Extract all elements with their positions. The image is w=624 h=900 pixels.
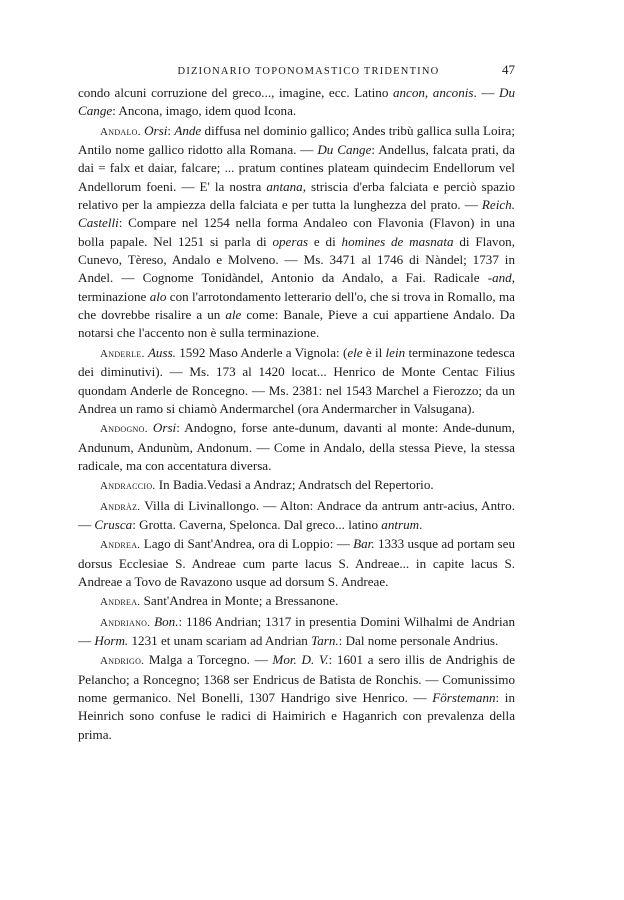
italic-citation: ancon, anconis (392, 85, 474, 100)
entry-text: , terminazione (78, 270, 515, 304)
dictionary-entry (78, 651, 515, 744)
entry-text: diffusa nel dominio gallico; Andes tribù gallica sulla Loira; Antilo nome gallico ridotto alla Romana. — (78, 122, 515, 158)
italic-citation: homines de masnata (341, 233, 454, 249)
italic-citation: -and (487, 270, 512, 286)
entry-text: : Andellus, falcata prati, da dai = falx et daiar, falcare; ... pratum contines plateam quindecim Endellorum vel Andellorum foeni. — E' la nostra (78, 142, 515, 194)
entry-headword: Andogno. (100, 423, 148, 436)
entry-text: : Andogno, forse ante-dunum, davanti al monte: Ande-dunum, Andunum, Andunùm, Andonum. — Come in Andalo, della stessa Pieve, la stessa radicale, ma con accentatura diversa. (78, 420, 516, 473)
italic-citation: Reich. Castelli (78, 197, 515, 231)
entry-text: e di (308, 233, 342, 249)
italic-citation: antana (266, 178, 303, 194)
entry-text: con l'arrotondamento letterario dell'o, che si trova in Romallo, ma che dovrebbe risalire a un (78, 288, 515, 323)
dictionary-text (78, 84, 515, 745)
entry-text: 1231 et unam scariam ad Andrian (128, 632, 312, 648)
entry-text: Lago di Sant'Andrea, ora di Loppio: — (140, 536, 354, 552)
entry-text: 1592 Maso Anderle a Vignola: ( (175, 344, 348, 360)
dictionary-entry (78, 84, 515, 121)
page-number: 47 (502, 62, 515, 77)
entry-text: . — (473, 85, 499, 100)
entry-text: 1333 usque ad portam seu dorsus Ecclesiae S. Andreae cum parte lacus S. Andreae... in capite lacus S. Andreae a Tovo de Ravazono usque ad dorsum S. Andreae. (78, 536, 515, 589)
italic-citation: lein (385, 344, 406, 360)
italic-citation: ele (347, 344, 363, 360)
entry-text: : in Heinrich sono confuse le radici di Haimirich e Haganrich con prevalenza della prima. (78, 690, 515, 742)
italic-citation: operas (272, 233, 309, 249)
entry-text: Sant'Andrea in Monte; a Bressanone. (140, 593, 339, 609)
entry-headword: Andrea. (100, 596, 141, 609)
entry-text: Malga a Torcegno. — (144, 652, 273, 668)
italic-citation: Bar. (353, 536, 375, 552)
italic-citation: Bon. (154, 613, 179, 629)
dictionary-entry (78, 592, 515, 611)
entry-headword: Anderle. (100, 347, 145, 360)
entry-text: è il (362, 344, 386, 360)
entry-text: Villa di Livinallongo. — Alton: Andrace da antrum antr-acius, Antro. — (78, 497, 515, 532)
dictionary-entry (78, 476, 515, 495)
entry-headword: Andrea. (100, 539, 141, 552)
entry-headword: Andriano. (100, 616, 151, 629)
italic-citation: ale (225, 307, 242, 323)
italic-citation: Auss. (147, 344, 176, 360)
entry-text: . (419, 516, 423, 532)
entry-headword: Andrigo. (100, 655, 145, 668)
italic-citation: Crusca (94, 516, 133, 532)
entry-text: : 1601 a sero illis de Andrighis de Pelancho; a Roncegno; 1368 ser Endricus de Batista de Ronchis. — Comunissimo nome germanico. Nel Bonelli, 1307 Handrigo sive Henrico. — (78, 652, 516, 705)
italic-citation: Orsi (144, 122, 168, 138)
dictionary-entry (78, 344, 515, 418)
italic-citation: alo (149, 288, 167, 304)
italic-citation: Horm. (94, 632, 129, 648)
running-head (75, 62, 515, 78)
entry-text: terminazone tedesca dei diminutivi). — Ms. 173 al 1420 locat... Henrico de Monte Centac Filius quondam Anderle de Roncegno. — Ms. 2381: nel 1543 Marchel a Fierozzo; da un Andrea un ramo si chiamò Andermarchel (ora Andermarcher in Valsugana). (78, 344, 515, 416)
entry-text: : Ancona, imago, idem quod Icona. (112, 103, 297, 119)
dictionary-entry (78, 497, 515, 535)
italic-citation: antrum (381, 516, 420, 532)
italic-citation: Ande (174, 122, 202, 138)
entry-headword: Andraccio. (100, 480, 156, 493)
entry-text: : 1186 Andrian; 1317 in presentia Domini Wilhalmi de Andrian — (78, 613, 516, 648)
entry-text: di Flavon, Cunevo, Tèreso, Andalo e Molveno. — Ms. 3471 al 1746 di Nàndel; 1737 in Andel. — Cognome Tonidàndel, Antonio da Andalo, a Fai. Radicale (78, 233, 515, 286)
italic-citation: Du Cange (78, 85, 515, 119)
entry-text: : (167, 122, 175, 138)
entry-text: condo alcuni corruzione del greco..., imagine, ecc. Latino (78, 85, 393, 100)
entry-text: : Grotta. Caverna, Spelonca. Dal greco... latino (132, 516, 382, 532)
italic-citation: Mor. D. V. (272, 652, 329, 668)
dictionary-entry (78, 613, 515, 651)
entry-headword: Andalo. (100, 125, 141, 138)
italic-citation: Orsi (152, 420, 177, 436)
entry-text: , striscia d'erba falciata e perciò spazio relativo per la ampiezza della falciata e per tutta la lunghezza del prato. — (78, 178, 515, 213)
italic-citation: Du Cange (317, 142, 372, 158)
dictionary-entry (78, 535, 515, 591)
entry-text: In Badia.Vedasi a Andraz; Andratsch del Repertorio. (155, 477, 434, 493)
running-title: DIZIONARIO TOPONOMASTICO TRIDENTINO (177, 66, 440, 77)
dictionary-entry (78, 419, 515, 475)
dictionary-entry (78, 122, 515, 343)
entry-headword: Andràz. (100, 500, 141, 513)
italic-citation: Förstemann (432, 690, 496, 705)
entry-text: : Dal nome personale Andrius. (338, 632, 499, 648)
entry-text: come: Banale, Pieve a cui appartiene Andalo. Da notarsi che l'accento non è sulla terminazione. (78, 307, 516, 341)
entry-text: : Compare nel 1254 nella forma Andaleo con Flavonia (Flavon) in una bolla papale. Nel 1251 si parla di (78, 215, 515, 249)
italic-citation: Tarn. (311, 632, 339, 648)
